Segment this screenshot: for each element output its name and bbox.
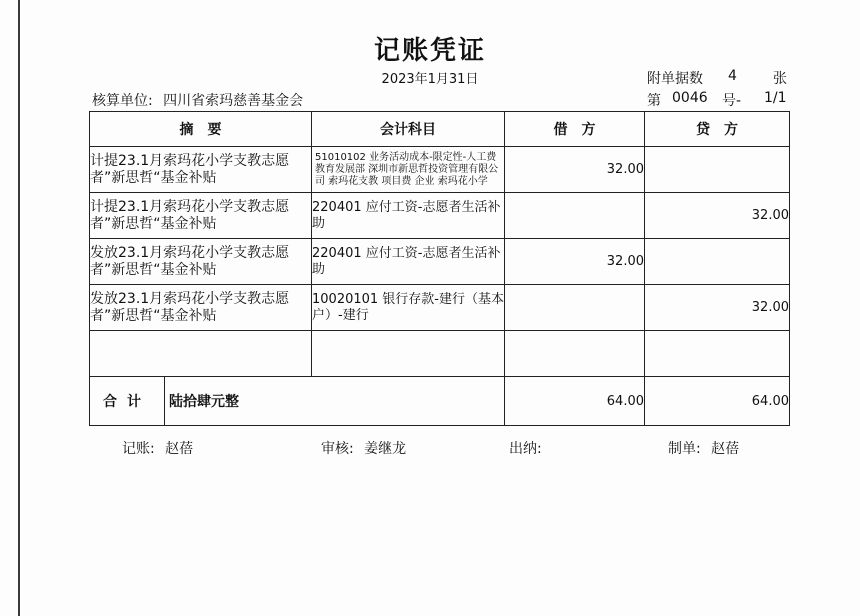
voucher-prefix: 第	[647, 93, 661, 109]
voucher-suffix: 号-	[722, 93, 742, 109]
row-credit: 32.00	[645, 193, 790, 239]
row-account: 220401 应付工资-志愿者生活补助	[312, 193, 505, 239]
bookkeeper-label: 记账:	[122, 441, 155, 457]
voucher-date: 2023年1月31日	[381, 72, 479, 87]
header-credit: 贷 方	[645, 112, 790, 147]
row-credit	[645, 239, 790, 285]
table-row	[90, 147, 790, 193]
header-summary: 摘 要	[90, 112, 312, 147]
total-row	[90, 377, 790, 426]
preparer-label: 制单:	[668, 441, 701, 457]
header-account: 会计科目	[312, 112, 505, 147]
attachments-count: 4	[728, 68, 737, 84]
preparer-name: 赵蓓	[711, 441, 740, 457]
voucher-table	[89, 111, 790, 426]
voucher-number: 0046	[672, 90, 708, 106]
row-account: 51010102 业务活动成本-限定性-人工费 教育发展部 深圳市新思哲投资管理有限公司 索玛花支教 项目费 企业 索玛花小学	[312, 147, 505, 193]
row-debit	[505, 193, 645, 239]
total-in-words: 陆拾肆元整	[169, 394, 239, 410]
row-summary: 计提23.1月索玛花小学支教志愿者”新思哲“基金补贴	[90, 147, 312, 193]
total-label-box	[90, 377, 165, 425]
reviewer-signature	[321, 438, 406, 458]
bookkeeper-name: 赵蓓	[165, 441, 194, 457]
cashier-signature	[509, 438, 548, 458]
row-debit: 32.00	[505, 239, 645, 285]
header-debit: 借 方	[505, 112, 645, 147]
row-credit	[645, 147, 790, 193]
row-credit: 32.00	[645, 285, 790, 331]
unit-name: 四川省索玛慈善基金会	[163, 93, 304, 109]
scan-edge-line	[18, 0, 20, 616]
attachments-label: 附单据数	[647, 71, 703, 87]
voucher-page: 1/1	[764, 90, 787, 106]
row-account: 220401 应付工资-志愿者生活补助	[312, 239, 505, 285]
row-summary: 计提23.1月索玛花小学支教志愿者”新思哲“基金补贴	[90, 193, 312, 239]
row-summary: 发放23.1月索玛花小学支教志愿者”新思哲“基金补贴	[90, 239, 312, 285]
table-row	[90, 193, 790, 239]
empty-cell	[312, 331, 505, 377]
reviewer-label: 审核:	[321, 441, 354, 457]
total-credit: 64.00	[645, 377, 790, 426]
table-row	[90, 285, 790, 331]
cashier-label: 出纳:	[509, 441, 542, 457]
unit-label: 核算单位:	[92, 93, 153, 109]
row-account: 10020101 银行存款-建行（基本户）-建行	[312, 285, 505, 331]
empty-cell	[645, 331, 790, 377]
table-row	[90, 239, 790, 285]
empty-cell	[90, 331, 312, 377]
empty-cell	[505, 331, 645, 377]
total-cell	[90, 377, 505, 426]
preparer-signature	[668, 438, 739, 458]
total-label: 合计	[103, 394, 151, 410]
row-debit	[505, 285, 645, 331]
accounting-unit	[92, 90, 303, 110]
attachments-unit: 张	[773, 71, 787, 87]
bookkeeper-signature	[122, 438, 193, 458]
table-row-empty	[90, 331, 790, 377]
total-debit: 64.00	[505, 377, 645, 426]
row-summary: 发放23.1月索玛花小学支教志愿者”新思哲“基金补贴	[90, 285, 312, 331]
row-debit: 32.00	[505, 147, 645, 193]
reviewer-name: 姜继龙	[364, 441, 407, 457]
voucher-title: 记账凭证	[373, 36, 486, 66]
table-header-row	[90, 112, 790, 147]
